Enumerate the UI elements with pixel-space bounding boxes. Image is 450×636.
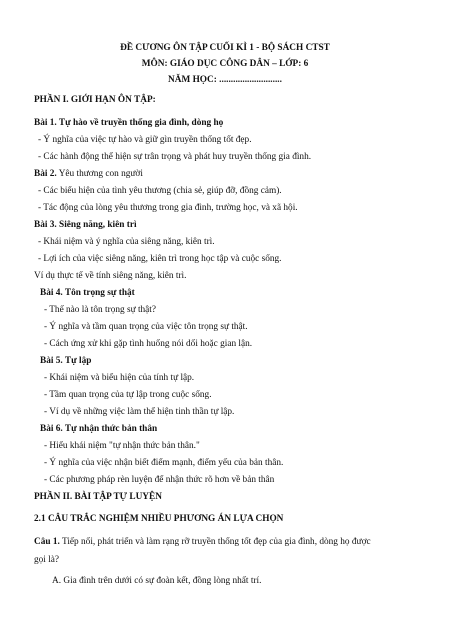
question1-text: Tiếp nối, phát triển và làm rạng rỡ truyền thống tốt đẹp của gia đình, dòng họ được (59, 537, 371, 547)
lesson1-title: Bài 1. Tự hào về truyền thống gia đình, dòng họ (34, 118, 224, 128)
lesson2-item: - Các biểu hiện của tình yêu thương (chia sẻ, giúp đỡ, đồng cảm). (38, 186, 282, 196)
lesson6-item: - Các phương pháp rèn luyện để nhận thức rõ hơn về bản thân (44, 475, 275, 485)
lesson1-item: - Các hành động thể hiện sự trân trọng và phát huy truyền thống gia đình. (38, 152, 312, 162)
lesson3-item: - Khái niệm và ý nghĩa của siêng năng, kiên trì. (38, 237, 215, 247)
lesson6-title: Bài 6. Tự nhận thức bản thân (40, 424, 158, 434)
question1-option-a: A. Gia đình trên dưới có sự đoàn kết, đồng lòng nhất trí. (52, 576, 262, 586)
lesson3-item: Ví dụ thực tế về tính siêng năng, kiên trì. (34, 271, 187, 281)
lesson4-title: Bài 4. Tôn trọng sự thật (40, 288, 135, 298)
document-title: ĐỀ CƯƠNG ÔN TẬP CUỐI KÌ 1 - BỘ SÁCH CTST (120, 43, 330, 53)
lesson3-item: - Lợi ích của việc siêng năng, kiên trì trong học tập và cuộc sống. (38, 254, 282, 264)
lesson5-item: - Ví dụ về những việc làm thể hiện tinh thần tự lập. (44, 407, 235, 417)
lesson1-item: - Ý nghĩa của việc tự hào và giữ gìn truyền thống tốt đẹp. (38, 135, 252, 145)
school-year-line: NĂM HỌC: ........................... (168, 75, 282, 85)
subject-line: MÔN: GIÁO DỤC CÔNG DÂN – LỚP: 6 (141, 59, 309, 69)
lesson6-item: - Ý nghĩa của việc nhận biết điểm mạnh, điểm yếu của bản thân. (44, 458, 284, 468)
lesson5-item: - Tầm quan trọng của tự lập trong cuộc sống. (44, 390, 212, 400)
question1-line (34, 536, 371, 548)
lesson4-item: - Ý nghĩa và tầm quan trọng của việc tôn trọng sự thật. (44, 322, 248, 332)
part1-heading: PHẦN I. GIỚI HẠN ÔN TẬP: (34, 95, 156, 105)
section-heading: 2.1 CÂU TRẮC NGHIỆM NHIỀU PHƯƠNG ÁN LỰA CHỌN (34, 514, 284, 524)
lesson2-title-text: Yêu thương con người (56, 169, 143, 179)
lesson4-item: - Thế nào là tôn trọng sự thật? (44, 305, 157, 315)
lesson6-item: - Hiểu khái niệm "tự nhận thức bản thân." (44, 441, 200, 451)
lesson2-title (34, 168, 143, 180)
question1-text-continued: gọi là? (34, 555, 60, 565)
lesson5-title: Bài 5. Tự lập (40, 356, 92, 366)
lesson2-title-number: Bài 2. (34, 169, 57, 179)
lesson2-item: - Tác động của lòng yêu thương trong gia đình, trường học, và xã hội. (38, 203, 298, 213)
lesson5-item: - Khái niệm và biểu hiện của tính tự lập. (44, 373, 195, 383)
lesson4-item: - Cách ứng xử khi gặp tình huống nói dối hoặc gian lận. (44, 339, 253, 349)
question1-label: Câu 1. (34, 537, 60, 547)
lesson3-title: Bài 3. Siêng năng, kiên trì (34, 220, 137, 230)
part2-heading: PHẦN II. BÀI TẬP TỰ LUYỆN (34, 492, 162, 502)
